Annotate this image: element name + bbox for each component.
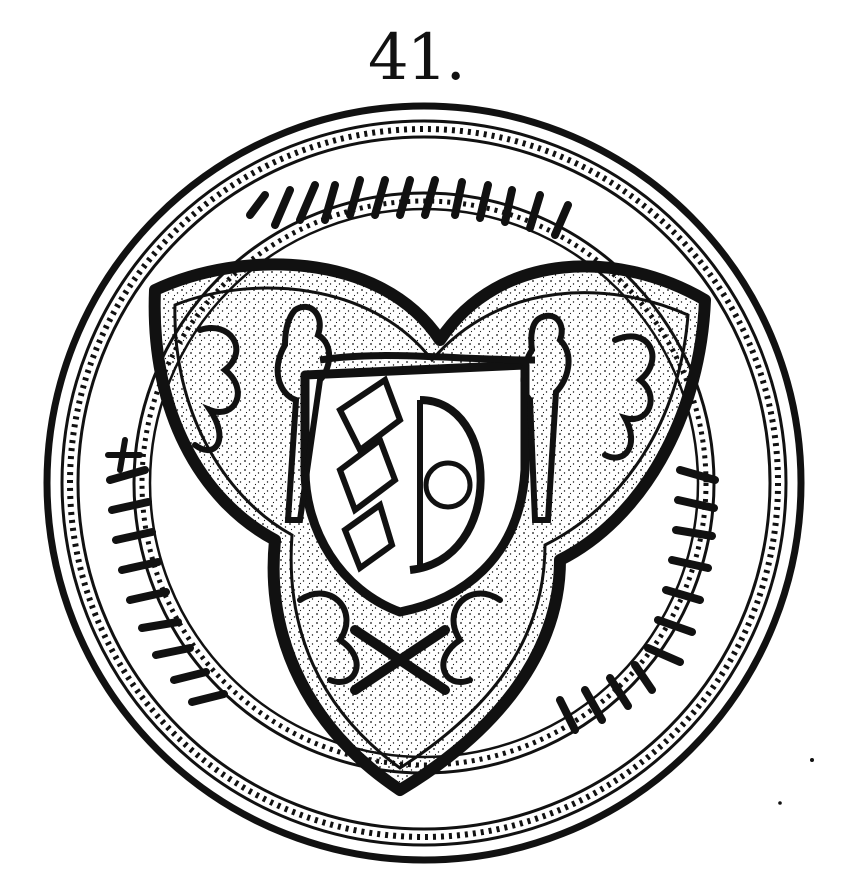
plate-number: 41.	[368, 21, 464, 95]
stray-marks	[778, 438, 814, 805]
